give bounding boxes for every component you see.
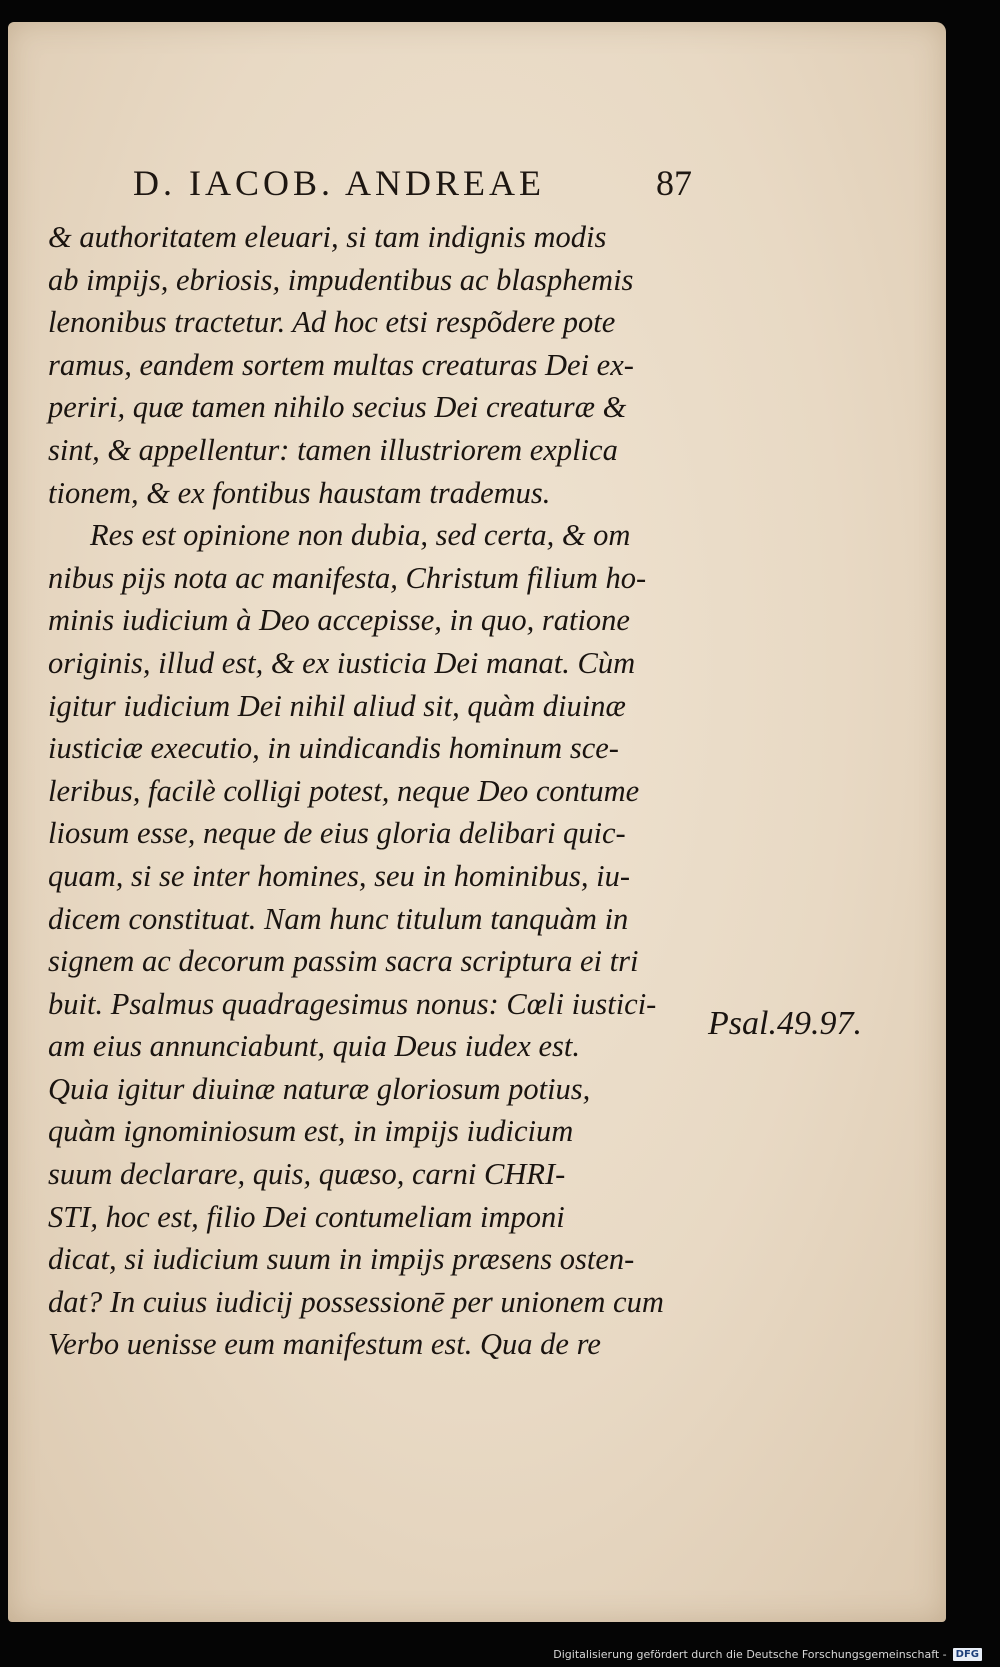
text-line: buit. Psalmus quadragesimus nonus: Cœli iustici- (48, 986, 657, 1021)
text-line: quàm ignominiosum est, in impijs iudicium (48, 1114, 574, 1149)
running-header: D. IACOB. ANDREAE (133, 163, 546, 203)
digitization-credit (553, 1648, 982, 1661)
text-line: & authoritatem eleuari, si tam indignis modis (48, 220, 607, 254)
book-page (8, 22, 946, 1622)
text-line: suum declarare, quis, quæso, carni CHRI- (48, 1157, 566, 1192)
text-line: lenonibus tractetur. Ad hoc etsi respõdere pote (48, 305, 616, 340)
text-line: leribus, facilè colligi potest, neque Deo contume (48, 773, 640, 808)
text-line: ramus, eandem sortem multas creaturas Dei ex- (48, 347, 634, 382)
text-line: minis iudicium à Deo accepisse, in quo, ratione (48, 603, 630, 638)
text-line: tionem, & ex fontibus haustam trademus. (48, 475, 551, 510)
text-line: iusticiæ executio, in uindicandis hominum sce- (48, 731, 619, 766)
text-line: originis, illud est, & ex iusticia Dei manat. Cùm (48, 645, 636, 680)
text-line: Verbo uenisse eum manifestum est. Qua de re (48, 1327, 601, 1362)
dfg-logo: DFG (953, 1648, 982, 1661)
text-line: am eius annunciabunt, quia Deus iudex est. (48, 1029, 580, 1064)
text-line: STI, hoc est, filio Dei contumeliam imponi (48, 1199, 565, 1234)
text-line: sint, & appellentur: tamen illustriorem explica (48, 432, 618, 467)
page-number: 87 (656, 163, 692, 203)
text-line: ab impijs, ebriosis, impudentibus ac blasphemis (48, 262, 634, 297)
text-line: nibus pijs nota ac manifesta, Christum filium ho- (48, 560, 647, 595)
text-line: dat? In cuius iudicij possessionē per unionem cum (48, 1284, 664, 1319)
text-line: quam, si se inter homines, seu in hominibus, iu- (48, 858, 631, 893)
text-line: dicem constituat. Nam hunc titulum tanquàm in (48, 901, 629, 936)
text-line: dicat, si iudicium suum in impijs præsens osten- (48, 1242, 635, 1277)
text-line: signem ac decorum passim sacra scriptura ei tri (48, 944, 639, 979)
text-line: Quia igitur diuinæ naturæ gloriosum potius, (48, 1071, 591, 1106)
paragraph-first-line: Res est opinione non dubia, sed certa, & om (90, 518, 631, 553)
text-line: liosum esse, neque de eius gloria delibari quic- (48, 816, 626, 851)
body-text (48, 216, 703, 1366)
credit-text: Digitalisierung gefördert durch die Deutsche Forschungsgemeinschaft - (553, 1648, 947, 1661)
text-line: periri, quæ tamen nihilo secius Dei creaturæ & (48, 390, 627, 425)
marginal-reference: Psal.49.97. (708, 1005, 862, 1042)
text-line: igitur iudicium Dei nihil aliud sit, quàm diuinæ (48, 688, 626, 723)
